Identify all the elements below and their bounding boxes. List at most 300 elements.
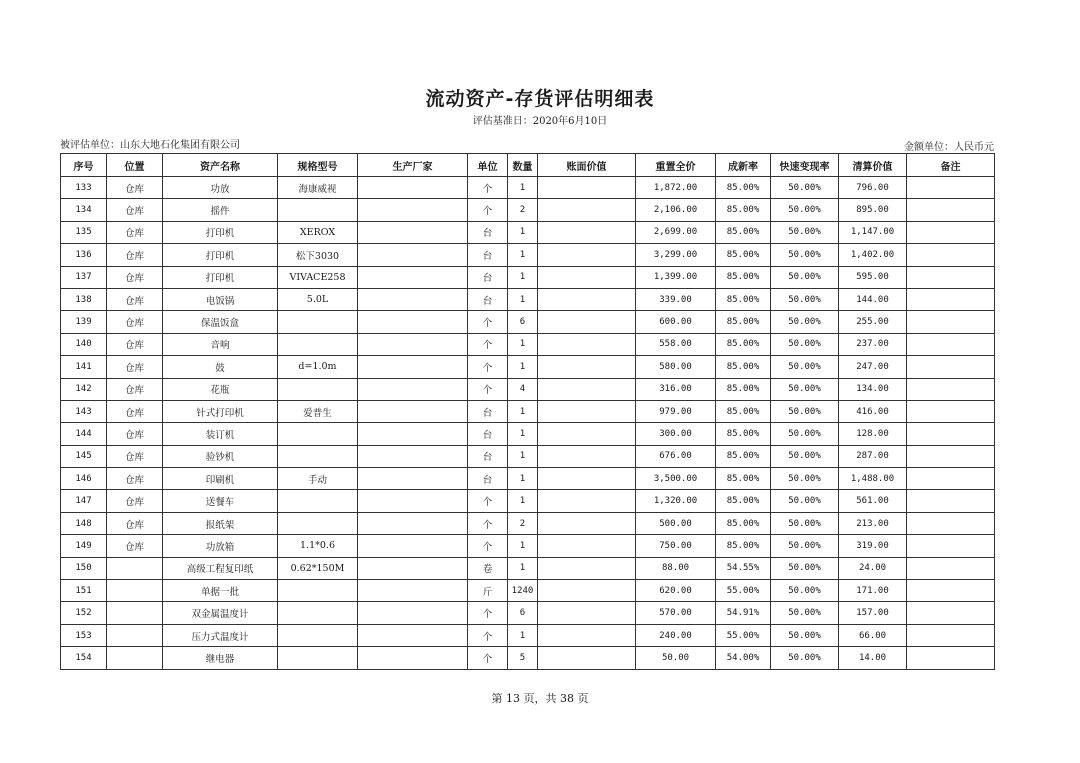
table-row bbox=[61, 423, 995, 445]
cell-location: 仓库 bbox=[107, 490, 163, 512]
cell-location: 仓库 bbox=[107, 445, 163, 467]
cell-no: 138 bbox=[61, 288, 107, 310]
table-row bbox=[61, 266, 995, 288]
cell-note bbox=[907, 580, 995, 602]
cell-replace: 979.00 bbox=[636, 400, 716, 422]
cell-newness: 85.00% bbox=[716, 199, 771, 221]
cell-name: 打印机 bbox=[163, 221, 278, 243]
cell-book bbox=[538, 199, 636, 221]
cell-unit: 个 bbox=[468, 199, 508, 221]
cell-replace: 500.00 bbox=[636, 512, 716, 534]
cell-location bbox=[107, 580, 163, 602]
cell-liquid: 319.00 bbox=[839, 535, 907, 557]
base-date: 评估基准日：2020年6月10日 bbox=[472, 116, 608, 127]
cell-qty: 2 bbox=[508, 512, 538, 534]
cell-liquid: 1,402.00 bbox=[839, 244, 907, 266]
table-row bbox=[61, 288, 995, 310]
cell-quick: 50.00% bbox=[771, 199, 839, 221]
table-row bbox=[61, 445, 995, 467]
cell-note bbox=[907, 468, 995, 490]
cell-liquid: 255.00 bbox=[839, 311, 907, 333]
cell-book bbox=[538, 400, 636, 422]
cell-newness: 85.00% bbox=[716, 423, 771, 445]
cell-replace: 1,872.00 bbox=[636, 177, 716, 199]
cell-unit: 个 bbox=[468, 333, 508, 355]
cell-quick: 50.00% bbox=[771, 490, 839, 512]
cell-replace: 50.00 bbox=[636, 647, 716, 669]
cell-liquid: 144.00 bbox=[839, 288, 907, 310]
cell-note bbox=[907, 244, 995, 266]
cell-no: 136 bbox=[61, 244, 107, 266]
cell-name: 保温饭盒 bbox=[163, 311, 278, 333]
cell-qty: 1 bbox=[508, 557, 538, 579]
cell-liquid: 796.00 bbox=[839, 177, 907, 199]
cell-spec: 松下3030 bbox=[278, 244, 358, 266]
cell-no: 151 bbox=[61, 580, 107, 602]
cell-note bbox=[907, 288, 995, 310]
cell-no: 140 bbox=[61, 333, 107, 355]
cell-spec: 手动 bbox=[278, 468, 358, 490]
cell-spec: VIVACE258 bbox=[278, 266, 358, 288]
cell-maker bbox=[358, 624, 468, 646]
cell-replace: 570.00 bbox=[636, 602, 716, 624]
cell-quick: 50.00% bbox=[771, 356, 839, 378]
cell-maker bbox=[358, 490, 468, 512]
cell-unit: 台 bbox=[468, 288, 508, 310]
cell-maker bbox=[358, 288, 468, 310]
table-row bbox=[61, 177, 995, 199]
cell-book bbox=[538, 288, 636, 310]
cell-unit: 台 bbox=[468, 244, 508, 266]
table-row bbox=[61, 580, 995, 602]
table-row bbox=[61, 199, 995, 221]
cell-location: 仓库 bbox=[107, 400, 163, 422]
column-header: 账面价值 bbox=[538, 154, 636, 177]
cell-qty: 1 bbox=[508, 177, 538, 199]
cell-newness: 85.00% bbox=[716, 400, 771, 422]
cell-note bbox=[907, 177, 995, 199]
cell-qty: 1 bbox=[508, 221, 538, 243]
cell-location bbox=[107, 647, 163, 669]
cell-book bbox=[538, 333, 636, 355]
cell-maker bbox=[358, 266, 468, 288]
cell-note bbox=[907, 221, 995, 243]
cell-note bbox=[907, 445, 995, 467]
cell-book bbox=[538, 580, 636, 602]
page-footer: 第 13 页，共 38 页 bbox=[491, 692, 589, 705]
cell-location: 仓库 bbox=[107, 535, 163, 557]
cell-name: 报纸架 bbox=[163, 512, 278, 534]
cell-unit: 个 bbox=[468, 177, 508, 199]
cell-name: 音响 bbox=[163, 333, 278, 355]
cell-replace: 2,699.00 bbox=[636, 221, 716, 243]
cell-quick: 50.00% bbox=[771, 311, 839, 333]
cell-maker bbox=[358, 356, 468, 378]
cell-no: 146 bbox=[61, 468, 107, 490]
cell-qty: 1240 bbox=[508, 580, 538, 602]
cell-quick: 50.00% bbox=[771, 468, 839, 490]
cell-note bbox=[907, 423, 995, 445]
cell-qty: 1 bbox=[508, 356, 538, 378]
cell-replace: 3,299.00 bbox=[636, 244, 716, 266]
cell-maker bbox=[358, 535, 468, 557]
cell-quick: 50.00% bbox=[771, 423, 839, 445]
column-header: 清算价值 bbox=[839, 154, 907, 177]
cell-liquid: 1,488.00 bbox=[839, 468, 907, 490]
cell-name: 摇件 bbox=[163, 199, 278, 221]
cell-qty: 6 bbox=[508, 311, 538, 333]
cell-quick: 50.00% bbox=[771, 266, 839, 288]
cell-name: 双金属温度计 bbox=[163, 602, 278, 624]
column-header: 数量 bbox=[508, 154, 538, 177]
cell-location: 仓库 bbox=[107, 311, 163, 333]
cell-qty: 1 bbox=[508, 423, 538, 445]
cell-book bbox=[538, 557, 636, 579]
cell-location: 仓库 bbox=[107, 356, 163, 378]
cell-maker bbox=[358, 244, 468, 266]
table-row bbox=[61, 468, 995, 490]
cell-note bbox=[907, 378, 995, 400]
cell-maker bbox=[358, 400, 468, 422]
cell-replace: 750.00 bbox=[636, 535, 716, 557]
cell-spec: XEROX bbox=[278, 221, 358, 243]
cell-unit: 台 bbox=[468, 468, 508, 490]
cell-name: 电饭锅 bbox=[163, 288, 278, 310]
cell-no: 134 bbox=[61, 199, 107, 221]
cell-book bbox=[538, 490, 636, 512]
cell-replace: 1,399.00 bbox=[636, 266, 716, 288]
column-header: 单位 bbox=[468, 154, 508, 177]
cell-liquid: 157.00 bbox=[839, 602, 907, 624]
cell-no: 154 bbox=[61, 647, 107, 669]
cell-unit: 个 bbox=[468, 356, 508, 378]
cell-newness: 85.00% bbox=[716, 490, 771, 512]
cell-liquid: 1,147.00 bbox=[839, 221, 907, 243]
cell-location: 仓库 bbox=[107, 221, 163, 243]
cell-name: 单据一批 bbox=[163, 580, 278, 602]
cell-quick: 50.00% bbox=[771, 512, 839, 534]
cell-note bbox=[907, 400, 995, 422]
cell-newness: 54.00% bbox=[716, 647, 771, 669]
cell-spec: 海康威视 bbox=[278, 177, 358, 199]
cell-newness: 85.00% bbox=[716, 378, 771, 400]
cell-name: 印刷机 bbox=[163, 468, 278, 490]
cell-replace: 300.00 bbox=[636, 423, 716, 445]
cell-quick: 50.00% bbox=[771, 624, 839, 646]
cell-liquid: 595.00 bbox=[839, 266, 907, 288]
table-row bbox=[61, 400, 995, 422]
table-row bbox=[61, 602, 995, 624]
cell-newness: 85.00% bbox=[716, 244, 771, 266]
cell-maker bbox=[358, 378, 468, 400]
cell-book bbox=[538, 356, 636, 378]
cell-location bbox=[107, 557, 163, 579]
cell-no: 152 bbox=[61, 602, 107, 624]
cell-note bbox=[907, 647, 995, 669]
cell-unit: 个 bbox=[468, 490, 508, 512]
cell-name: 装订机 bbox=[163, 423, 278, 445]
cell-spec bbox=[278, 580, 358, 602]
cell-quick: 50.00% bbox=[771, 378, 839, 400]
cell-newness: 85.00% bbox=[716, 356, 771, 378]
cell-maker bbox=[358, 512, 468, 534]
cell-newness: 54.91% bbox=[716, 602, 771, 624]
cell-no: 149 bbox=[61, 535, 107, 557]
cell-name: 打印机 bbox=[163, 244, 278, 266]
cell-name: 继电器 bbox=[163, 647, 278, 669]
cell-book bbox=[538, 311, 636, 333]
cell-note bbox=[907, 333, 995, 355]
cell-liquid: 14.00 bbox=[839, 647, 907, 669]
cell-maker bbox=[358, 580, 468, 602]
cell-maker bbox=[358, 221, 468, 243]
cell-newness: 85.00% bbox=[716, 512, 771, 534]
cell-newness: 54.55% bbox=[716, 557, 771, 579]
cell-maker bbox=[358, 602, 468, 624]
cell-note bbox=[907, 266, 995, 288]
table-body bbox=[61, 177, 995, 670]
cell-no: 139 bbox=[61, 311, 107, 333]
cell-qty: 1 bbox=[508, 400, 538, 422]
cell-name: 高级工程复印纸 bbox=[163, 557, 278, 579]
cell-book bbox=[538, 624, 636, 646]
evaluated-unit: 被评估单位：山东大地石化集团有限公司 bbox=[60, 140, 240, 151]
cell-qty: 4 bbox=[508, 378, 538, 400]
cell-liquid: 66.00 bbox=[839, 624, 907, 646]
cell-replace: 558.00 bbox=[636, 333, 716, 355]
cell-unit: 台 bbox=[468, 423, 508, 445]
cell-spec: 爱普生 bbox=[278, 400, 358, 422]
cell-newness: 85.00% bbox=[716, 535, 771, 557]
cell-qty: 1 bbox=[508, 333, 538, 355]
cell-quick: 50.00% bbox=[771, 221, 839, 243]
cell-no: 133 bbox=[61, 177, 107, 199]
cell-qty: 1 bbox=[508, 244, 538, 266]
cell-location: 仓库 bbox=[107, 512, 163, 534]
cell-replace: 676.00 bbox=[636, 445, 716, 467]
column-header: 生产厂家 bbox=[358, 154, 468, 177]
cell-maker bbox=[358, 647, 468, 669]
cell-qty: 1 bbox=[508, 490, 538, 512]
table-header-row bbox=[61, 154, 995, 177]
cell-maker bbox=[358, 445, 468, 467]
cell-maker bbox=[358, 468, 468, 490]
cell-no: 147 bbox=[61, 490, 107, 512]
cell-no: 135 bbox=[61, 221, 107, 243]
table-row bbox=[61, 512, 995, 534]
cell-note bbox=[907, 199, 995, 221]
cell-location: 仓库 bbox=[107, 199, 163, 221]
cell-unit: 台 bbox=[468, 400, 508, 422]
cell-spec: 5.0L bbox=[278, 288, 358, 310]
table-row bbox=[61, 311, 995, 333]
cell-note bbox=[907, 602, 995, 624]
cell-location: 仓库 bbox=[107, 423, 163, 445]
cell-liquid: 895.00 bbox=[839, 199, 907, 221]
cell-no: 148 bbox=[61, 512, 107, 534]
cell-newness: 55.00% bbox=[716, 624, 771, 646]
cell-spec bbox=[278, 624, 358, 646]
cell-spec bbox=[278, 602, 358, 624]
column-header: 备注 bbox=[907, 154, 995, 177]
cell-quick: 50.00% bbox=[771, 647, 839, 669]
cell-quick: 50.00% bbox=[771, 400, 839, 422]
cell-quick: 50.00% bbox=[771, 602, 839, 624]
cell-spec bbox=[278, 490, 358, 512]
cell-book bbox=[538, 221, 636, 243]
column-header: 快速变现率 bbox=[771, 154, 839, 177]
cell-maker bbox=[358, 199, 468, 221]
table-row bbox=[61, 624, 995, 646]
table-row bbox=[61, 647, 995, 669]
cell-replace: 3,500.00 bbox=[636, 468, 716, 490]
cell-note bbox=[907, 624, 995, 646]
column-header: 位置 bbox=[107, 154, 163, 177]
cell-unit: 卷 bbox=[468, 557, 508, 579]
cell-no: 137 bbox=[61, 266, 107, 288]
cell-spec bbox=[278, 512, 358, 534]
cell-note bbox=[907, 356, 995, 378]
cell-newness: 85.00% bbox=[716, 177, 771, 199]
column-header: 序号 bbox=[61, 154, 107, 177]
cell-qty: 5 bbox=[508, 647, 538, 669]
cell-note bbox=[907, 490, 995, 512]
cell-quick: 50.00% bbox=[771, 557, 839, 579]
cell-replace: 339.00 bbox=[636, 288, 716, 310]
cell-quick: 50.00% bbox=[771, 535, 839, 557]
cell-maker bbox=[358, 177, 468, 199]
cell-liquid: 213.00 bbox=[839, 512, 907, 534]
cell-unit: 个 bbox=[468, 647, 508, 669]
cell-spec bbox=[278, 423, 358, 445]
table-row bbox=[61, 356, 995, 378]
cell-book bbox=[538, 266, 636, 288]
cell-spec: 0.62*150M bbox=[278, 557, 358, 579]
table-row bbox=[61, 535, 995, 557]
cell-location: 仓库 bbox=[107, 177, 163, 199]
cell-location: 仓库 bbox=[107, 266, 163, 288]
cell-no: 144 bbox=[61, 423, 107, 445]
cell-liquid: 171.00 bbox=[839, 580, 907, 602]
cell-unit: 个 bbox=[468, 624, 508, 646]
cell-spec: d=1.0m bbox=[278, 356, 358, 378]
cell-liquid: 287.00 bbox=[839, 445, 907, 467]
page-title: 流动资产-存货评估明细表 bbox=[425, 88, 655, 110]
cell-unit: 台 bbox=[468, 221, 508, 243]
cell-newness: 85.00% bbox=[716, 468, 771, 490]
cell-no: 153 bbox=[61, 624, 107, 646]
cell-maker bbox=[358, 311, 468, 333]
column-header: 规格型号 bbox=[278, 154, 358, 177]
cell-no: 143 bbox=[61, 400, 107, 422]
cell-note bbox=[907, 311, 995, 333]
cell-no: 142 bbox=[61, 378, 107, 400]
cell-quick: 50.00% bbox=[771, 177, 839, 199]
cell-qty: 1 bbox=[508, 266, 538, 288]
cell-newness: 55.00% bbox=[716, 580, 771, 602]
cell-quick: 50.00% bbox=[771, 580, 839, 602]
cell-liquid: 237.00 bbox=[839, 333, 907, 355]
cell-quick: 50.00% bbox=[771, 333, 839, 355]
cell-note bbox=[907, 512, 995, 534]
cell-location: 仓库 bbox=[107, 244, 163, 266]
cell-quick: 50.00% bbox=[771, 445, 839, 467]
cell-newness: 85.00% bbox=[716, 288, 771, 310]
cell-maker bbox=[358, 557, 468, 579]
cell-spec bbox=[278, 199, 358, 221]
amount-unit: 金额单位：人民币元 bbox=[904, 142, 994, 153]
cell-unit: 台 bbox=[468, 445, 508, 467]
cell-replace: 580.00 bbox=[636, 356, 716, 378]
cell-qty: 1 bbox=[508, 535, 538, 557]
cell-book bbox=[538, 512, 636, 534]
cell-name: 压力式温度计 bbox=[163, 624, 278, 646]
cell-spec bbox=[278, 647, 358, 669]
cell-book bbox=[538, 423, 636, 445]
cell-newness: 85.00% bbox=[716, 445, 771, 467]
cell-quick: 50.00% bbox=[771, 244, 839, 266]
cell-replace: 2,106.00 bbox=[636, 199, 716, 221]
table-row bbox=[61, 378, 995, 400]
cell-location: 仓库 bbox=[107, 378, 163, 400]
cell-newness: 85.00% bbox=[716, 221, 771, 243]
cell-unit: 个 bbox=[468, 602, 508, 624]
cell-name: 验钞机 bbox=[163, 445, 278, 467]
cell-no: 141 bbox=[61, 356, 107, 378]
cell-name: 花瓶 bbox=[163, 378, 278, 400]
cell-spec: 1.1*0.6 bbox=[278, 535, 358, 557]
cell-qty: 6 bbox=[508, 602, 538, 624]
cell-book bbox=[538, 244, 636, 266]
cell-newness: 85.00% bbox=[716, 311, 771, 333]
cell-replace: 600.00 bbox=[636, 311, 716, 333]
cell-liquid: 416.00 bbox=[839, 400, 907, 422]
column-header: 成新率 bbox=[716, 154, 771, 177]
cell-book bbox=[538, 535, 636, 557]
cell-book bbox=[538, 177, 636, 199]
cell-unit: 台 bbox=[468, 266, 508, 288]
cell-note bbox=[907, 535, 995, 557]
cell-replace: 316.00 bbox=[636, 378, 716, 400]
cell-name: 针式打印机 bbox=[163, 400, 278, 422]
cell-qty: 1 bbox=[508, 445, 538, 467]
table-row bbox=[61, 244, 995, 266]
cell-name: 功放 bbox=[163, 177, 278, 199]
cell-unit: 个 bbox=[468, 535, 508, 557]
cell-unit: 个 bbox=[468, 311, 508, 333]
cell-spec bbox=[278, 333, 358, 355]
cell-location bbox=[107, 602, 163, 624]
cell-note bbox=[907, 557, 995, 579]
column-header: 资产名称 bbox=[163, 154, 278, 177]
cell-name: 送餐车 bbox=[163, 490, 278, 512]
cell-qty: 2 bbox=[508, 199, 538, 221]
cell-book bbox=[538, 445, 636, 467]
table-row bbox=[61, 333, 995, 355]
cell-newness: 85.00% bbox=[716, 333, 771, 355]
cell-location: 仓库 bbox=[107, 333, 163, 355]
cell-liquid: 561.00 bbox=[839, 490, 907, 512]
cell-newness: 85.00% bbox=[716, 266, 771, 288]
cell-maker bbox=[358, 333, 468, 355]
cell-qty: 1 bbox=[508, 288, 538, 310]
cell-book bbox=[538, 647, 636, 669]
cell-unit: 斤 bbox=[468, 580, 508, 602]
cell-qty: 1 bbox=[508, 468, 538, 490]
column-header: 重置全价 bbox=[636, 154, 716, 177]
table-row bbox=[61, 221, 995, 243]
cell-replace: 1,320.00 bbox=[636, 490, 716, 512]
